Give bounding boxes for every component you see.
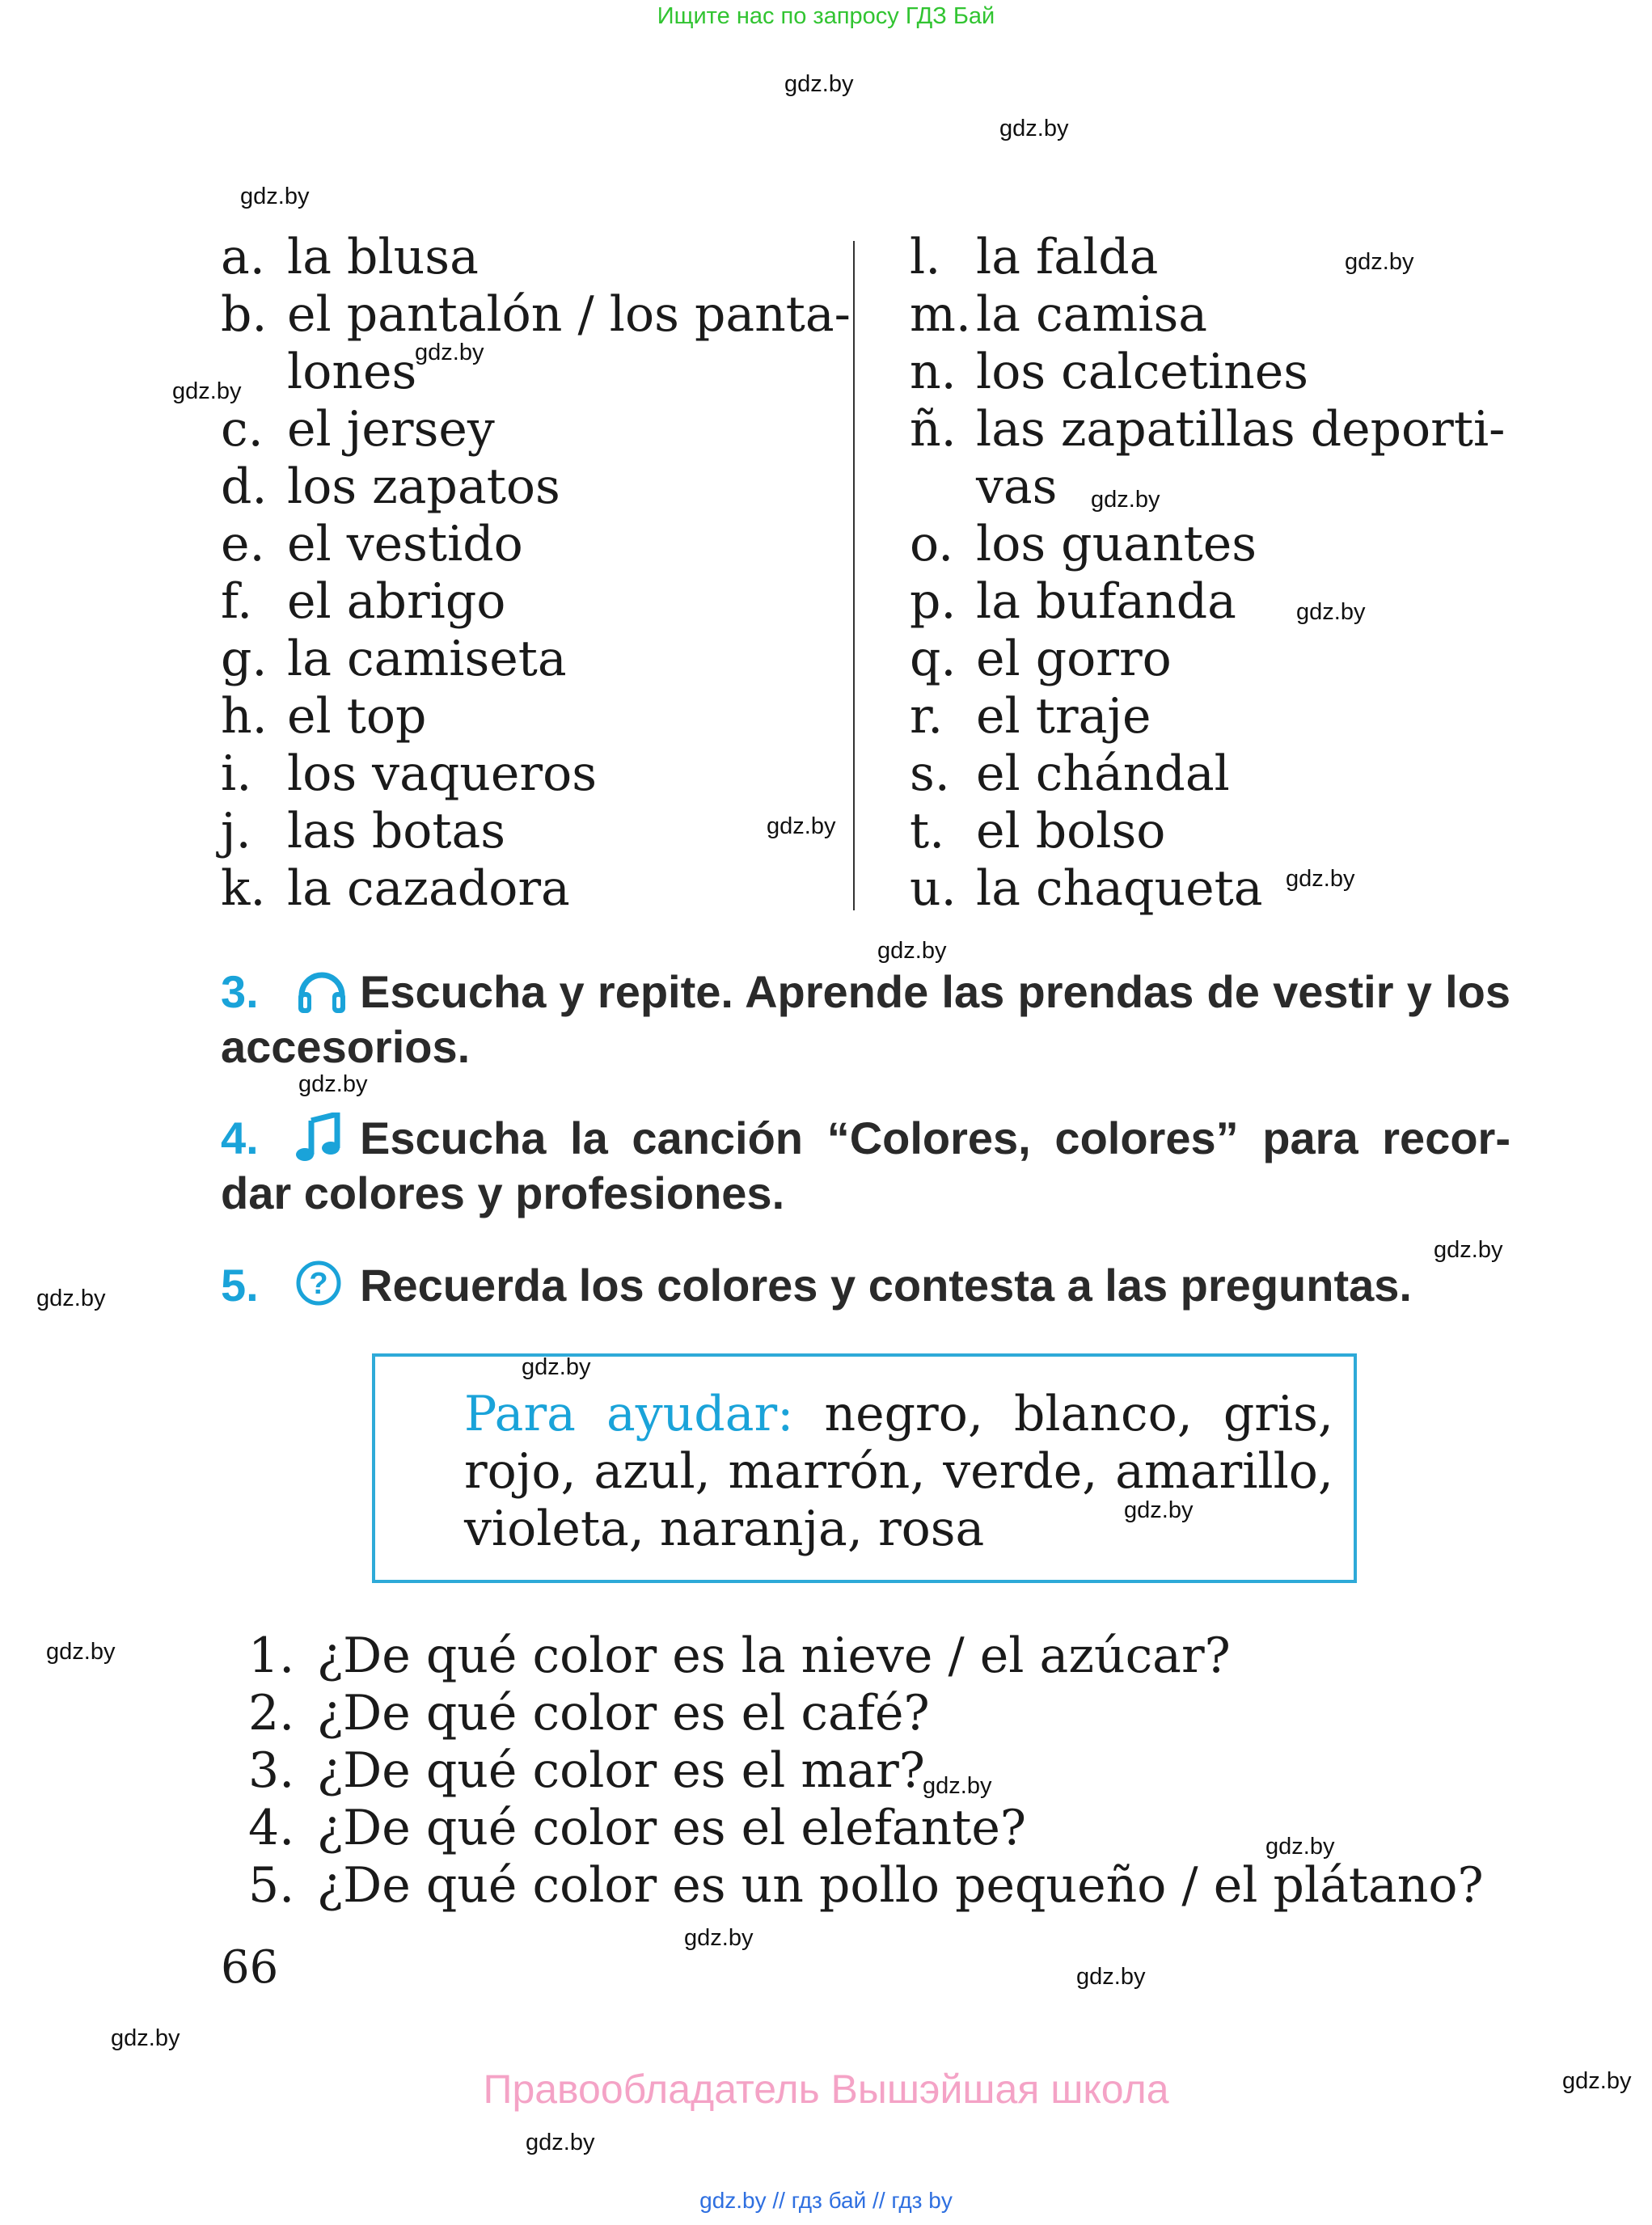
vocab-item: j. las botas bbox=[221, 803, 506, 859]
vocab-item: ñ. las zapatillas deporti- bbox=[910, 401, 1506, 458]
watermark: gdz.by bbox=[1124, 1497, 1194, 1523]
question-icon bbox=[295, 1258, 360, 1313]
watermark: gdz.by bbox=[240, 184, 310, 209]
watermark: gdz.by bbox=[1562, 2068, 1632, 2094]
vocab-item: g. la camiseta bbox=[221, 631, 567, 687]
question-item: 5. ¿De qué color es un pollo pequeño / el plátano? bbox=[248, 1857, 1484, 1914]
watermark: gdz.by bbox=[1345, 249, 1414, 275]
help-text bbox=[464, 1386, 1333, 1558]
help-box bbox=[372, 1353, 1357, 1583]
task-number: 4. bbox=[221, 1112, 259, 1163]
question-item: 4. ¿De qué color es el elefante? bbox=[248, 1800, 1027, 1856]
vocab-item: b. el pantalón / los panta- bbox=[221, 286, 851, 343]
watermark: gdz.by bbox=[36, 1286, 106, 1311]
watermark: gdz.by bbox=[1265, 1834, 1335, 1860]
watermark: gdz.by bbox=[999, 116, 1069, 141]
vocab-item: o. los guantes bbox=[910, 516, 1257, 572]
vocab-item: e. el vestido bbox=[221, 516, 523, 572]
vocab-item: s. el chándal bbox=[910, 745, 1230, 802]
task-3: 3. Escucha y repite. Aprende las prendas de vestir y los accesorios. bbox=[221, 966, 1510, 1072]
watermark: gdz.by bbox=[1296, 599, 1366, 625]
vocab-item: k. la cazadora bbox=[221, 860, 570, 917]
headphones-icon bbox=[295, 965, 360, 1020]
watermark: gdz.by bbox=[1286, 866, 1355, 892]
search-note: Ищите нас по запросу ГДЗ Бай bbox=[657, 3, 995, 29]
vocab-list-left bbox=[221, 229, 851, 918]
vocab-item: f. el abrigo bbox=[221, 573, 506, 630]
help-label: Para ayudar: bbox=[464, 1386, 794, 1442]
question-item: 1. ¿De qué color es la nieve / el azúcar? bbox=[248, 1628, 1231, 1684]
watermark: gdz.by bbox=[684, 1925, 754, 1951]
footer-links: gdz.by // гдз бай // гдз by bbox=[699, 2188, 953, 2213]
question-item: 2. ¿De qué color es el café? bbox=[248, 1685, 930, 1742]
watermark: gdz.by bbox=[526, 2130, 595, 2155]
vocab-item: lones bbox=[287, 344, 417, 400]
column-divider bbox=[853, 241, 855, 910]
watermark: gdz.by bbox=[877, 938, 947, 964]
task-4: 4. Escucha la canción “Colores, colores” para recor-dar colores y profesiones. bbox=[221, 1112, 1510, 1218]
watermark: gdz.by bbox=[111, 2025, 180, 2051]
vocab-item: vas bbox=[976, 458, 1058, 515]
vocab-item: d. los zapatos bbox=[221, 458, 560, 515]
vocab-item: q. el gorro bbox=[910, 631, 1172, 687]
watermark: gdz.by bbox=[1434, 1237, 1503, 1263]
vocab-item: u. la chaqueta bbox=[910, 860, 1263, 917]
vocab-item: c. el jersey bbox=[221, 401, 495, 458]
watermark: gdz.by bbox=[784, 71, 854, 97]
vocab-item: m. la camisa bbox=[910, 286, 1208, 343]
vocab-item: p. la bufanda bbox=[910, 573, 1236, 630]
vocab-item: a. la blusa bbox=[221, 229, 479, 285]
question-item: 3. ¿De qué color es el mar? bbox=[248, 1742, 925, 1799]
vocab-item: h. el top bbox=[221, 688, 427, 745]
watermark: gdz.by bbox=[1076, 1964, 1146, 1990]
watermark: gdz.by bbox=[1091, 487, 1160, 513]
vocab-item: t. el bolso bbox=[910, 803, 1166, 859]
vocab-item: l. la falda bbox=[910, 229, 1159, 285]
watermark: gdz.by bbox=[415, 340, 484, 365]
page-number: 66 bbox=[221, 1941, 279, 1994]
watermark: gdz.by bbox=[46, 1639, 116, 1665]
vocab-item: r. el traje bbox=[910, 688, 1151, 745]
music-note-icon bbox=[295, 1111, 360, 1166]
vocab-list-right bbox=[910, 229, 1505, 918]
task-5: 5. ? Recuerda los colores y contesta a las preguntas. bbox=[221, 1258, 1510, 1313]
color-list: negro, blanco, gris, rojo, azul, marrón, verde, amarillo, violeta, naranja, rosa bbox=[464, 1386, 1333, 1557]
task-number: 5. bbox=[221, 1260, 259, 1311]
watermark: gdz.by bbox=[923, 1773, 992, 1799]
task-number: 3. bbox=[221, 966, 259, 1017]
copyright-notice: Правообладатель Вышэйшая школа bbox=[483, 2067, 1169, 2112]
vocab-item: i. los vaqueros bbox=[221, 745, 597, 802]
watermark: gdz.by bbox=[522, 1354, 591, 1380]
svg-text:?: ? bbox=[309, 1267, 328, 1301]
watermark: gdz.by bbox=[767, 813, 836, 839]
question-list bbox=[248, 1628, 1484, 1915]
watermark: gdz.by bbox=[298, 1071, 368, 1097]
vocab-item: n. los calcetines bbox=[910, 344, 1309, 400]
watermark: gdz.by bbox=[172, 378, 242, 404]
